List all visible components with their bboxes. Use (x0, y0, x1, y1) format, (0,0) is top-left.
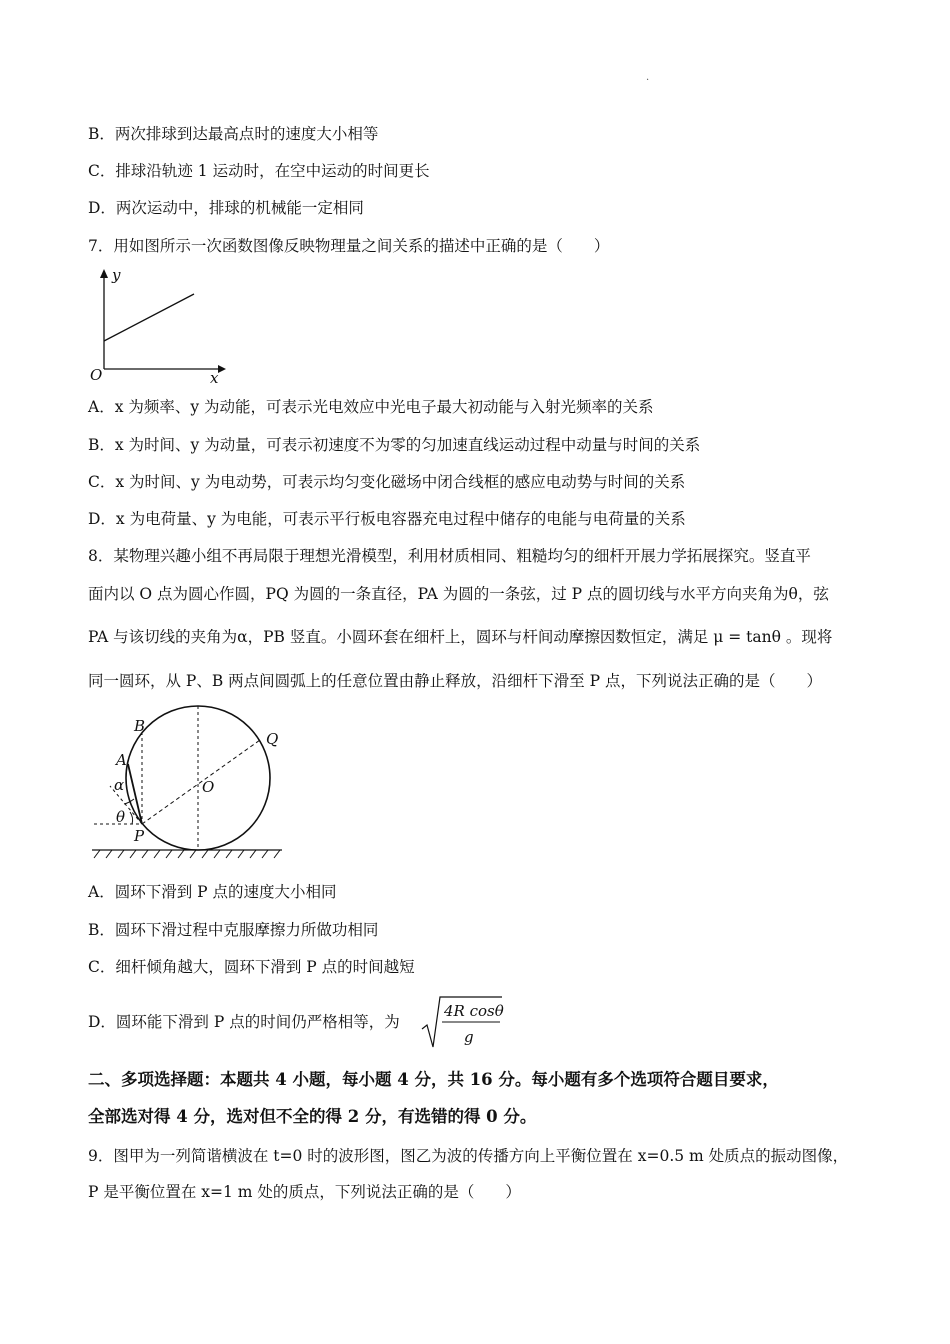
origin-label: O (90, 366, 103, 384)
q9-stem-line-2: P 是平衡位置在 x=1 m 处的质点，下列说法正确的是（ ） (88, 1183, 521, 1201)
angle-theta-label: θ (116, 808, 126, 826)
point-b-label: B (134, 717, 146, 735)
q6-option-c: C．排球沿轨迹 1 运动时，在空中运动的时间更长 (88, 162, 430, 180)
q7-option-b: B．x 为时间、y 为动量，可表示初速度不为零的匀加速直线运动过程中动量与时间的关系 (88, 436, 701, 454)
x-axis-arrow-icon (218, 365, 226, 373)
formula-denominator: g (464, 1028, 474, 1046)
q8-option-d (88, 1012, 400, 1032)
point-p-label: P (134, 827, 145, 845)
q8-circle-figure (90, 702, 290, 862)
x-axis-label: x (210, 369, 219, 387)
q7-option-a: A．x 为频率、y 为动能，可表示光电效应中光电子最大初动能与入射光频率的关系 (88, 398, 654, 416)
section-2-heading-line-1: 二、多项选择题：本题共 4 小题，每小题 4 分，共 16 分。每小题有多个选项符合题目要求， (88, 1070, 779, 1089)
q7-option-c: C．x 为时间、y 为电动势，可表示均匀变化磁场中闭合线框的感应电动势与时间的关系 (88, 473, 686, 491)
q8-option-d-text: D．圆环能下滑到 P 点的时间仍严格相等，为 (88, 1013, 400, 1031)
center-o-label: O (202, 778, 215, 796)
sqrt-formula (420, 995, 504, 1051)
q8-stem-line-2: 面内以 O 点为圆心作圆，PQ 为圆的一条直径，PA 为圆的一条弦，过 P 点的圆切线与水平方向夹角为θ，弦 (88, 585, 829, 603)
formula-numerator: 4R cosθ (444, 1002, 504, 1020)
q6-option-d: D．两次运动中，排球的机械能一定相同 (88, 199, 364, 217)
ground-hatching (94, 850, 280, 858)
q7-option-d: D．x 为电荷量、y 为电能，可表示平行板电容器充电过程中储存的电能与电荷量的关系 (88, 510, 686, 528)
q7-stem: 7．用如图所示一次函数图像反映物理量之间关系的描述中正确的是（ ） (88, 237, 610, 255)
q8-stem-line-1: 8．某物理兴趣小组不再局限于理想光滑模型，利用材质相同、粗糙均匀的细杆开展力学拓展探究。竖直平 (88, 547, 811, 565)
chord-pa-rod (128, 764, 142, 824)
header-mark: . (646, 72, 650, 83)
q8-option-c: C．细杆倾角越大，圆环下滑到 P 点的时间越短 (88, 958, 415, 976)
q8-stem-line-4: 同一圆环，从 P、B 两点间圆弧上的任意位置由静止释放，沿细杆下滑至 P 点，下列说法正确的是（ ） (88, 672, 822, 690)
theta-arc (130, 812, 133, 824)
angle-alpha-label: α (114, 776, 125, 794)
q6-option-b: B．两次排球到达最高点时的速度大小相等 (88, 125, 379, 143)
section-2-heading-line-2: 全部选对得 4 分，选对但不全的得 2 分，有选错的得 0 分。 (88, 1107, 537, 1126)
q8-option-b: B．圆环下滑过程中克服摩擦力所做功相同 (88, 921, 379, 939)
point-q-label: Q (266, 730, 279, 748)
q9-stem-line-1: 9．图甲为一列简谐横波在 t=0 时的波形图，图乙为波的传播方向上平衡位置在 x=0.5 m 处质点的振动图像， (88, 1147, 849, 1165)
y-axis-label: y (112, 266, 121, 284)
diameter-pq (142, 740, 260, 824)
y-axis-arrow-icon (100, 269, 108, 278)
linear-function-line (104, 294, 194, 341)
q8-stem-line-3: PA 与该切线的夹角为α，PB 竖直。小圆环套在细杆上，圆环与杆间动摩擦因数恒定，满足 μ = tanθ 。现将 (88, 628, 833, 646)
q7-linear-graph-figure (88, 266, 228, 386)
point-a-label: A (116, 751, 127, 769)
q8-option-a: A．圆环下滑到 P 点的速度大小相同 (88, 883, 337, 901)
